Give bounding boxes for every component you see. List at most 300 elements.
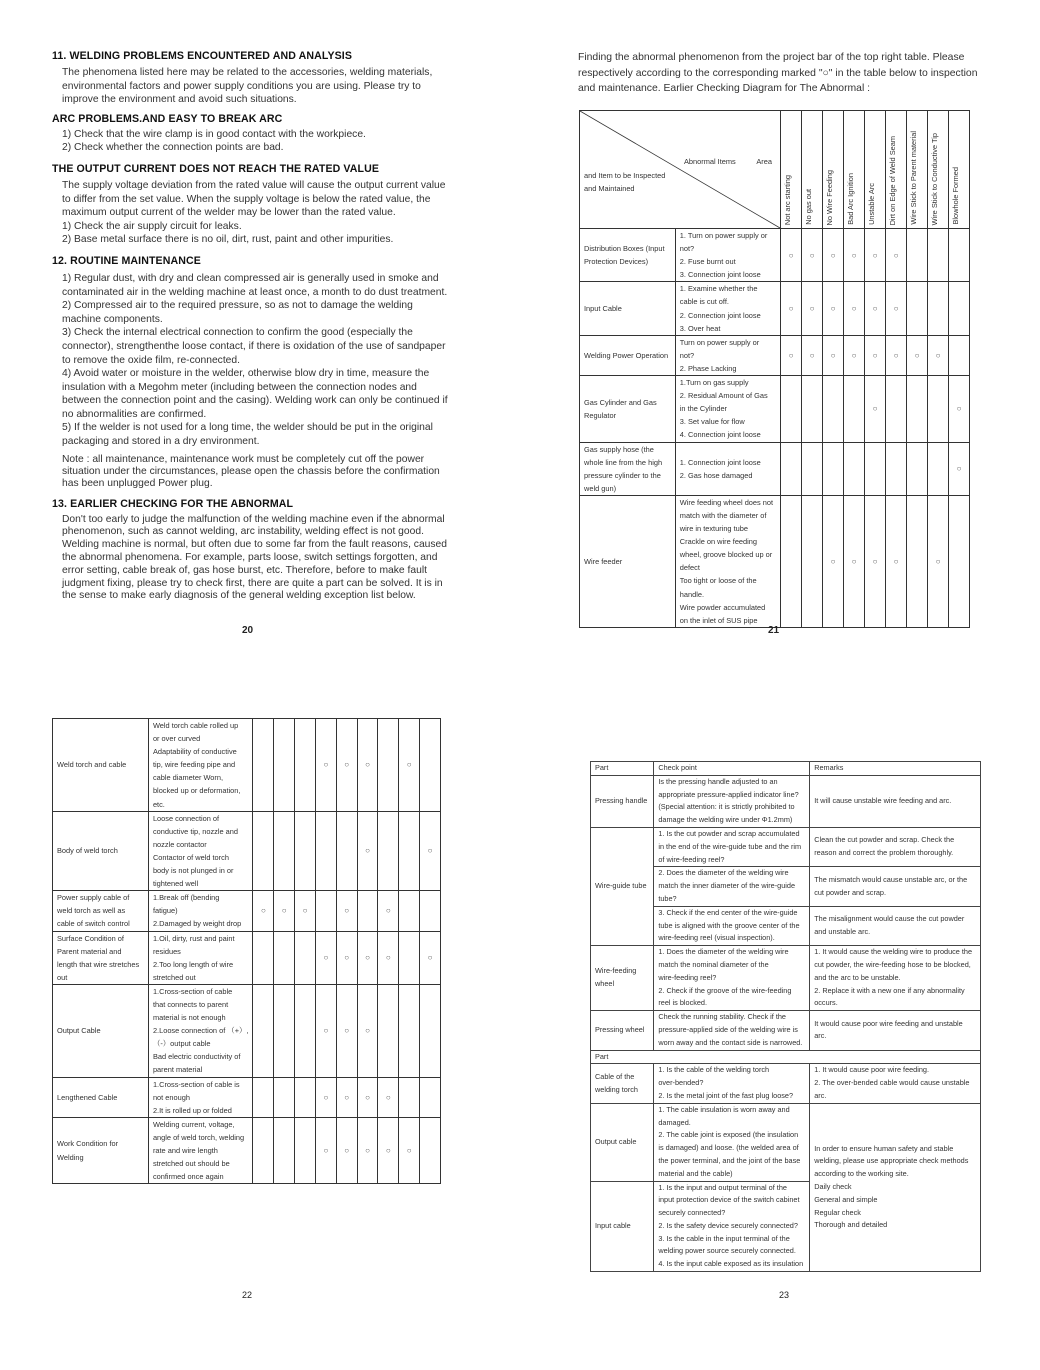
table-row [591,1103,981,1181]
circle-mark-icon: ○ [886,282,907,335]
cell-line: Work Condition for [57,1139,119,1149]
inspection-items-cell [675,376,780,442]
cell-line: damaged. [658,1117,691,1127]
cell-line: 2. Is the metal joint of the fast plug loose? [658,1090,794,1100]
circle-mark-icon: ○ [295,891,316,931]
cell-line: damage the welding wire under Φ1.2mm) [658,815,793,825]
cell-line: wire-feeding reel? [658,972,717,982]
table-row [580,335,970,375]
part-cell: Pressing handle [591,775,654,827]
cell-line: Welding Power Operation [584,350,669,360]
abnormal-items-label: Abnormal Items [684,157,736,166]
cell-line: reason and correct the problem thoroughly. [814,848,954,858]
abnormal-checking-table-continued [52,718,441,1184]
circle-mark-icon: ○ [399,719,420,812]
table-row [591,827,981,866]
cell-line: It will cause unstable wire feeding and arc. [814,795,952,805]
column-header-remarks: Remarks [810,762,981,776]
circle-mark-icon: ○ [378,1077,399,1117]
inspection-items-cell [148,1077,253,1117]
cell-line: pressure cylinder to the [584,470,661,480]
inspection-items-cell [148,1117,253,1183]
check-cell [654,946,810,1011]
circle-mark-icon: ○ [781,335,802,375]
cell-line: out [57,972,68,982]
cell-line: and unstable arc. [814,926,871,936]
empty-mark-cell [253,1117,274,1183]
empty-mark-cell [295,931,316,984]
circle-mark-icon: ○ [781,229,802,282]
area-cell [53,891,149,931]
empty-mark-cell [253,719,274,812]
cell-line: cable diameter Worn, [152,773,224,783]
part-cell: Pressing wheel [591,1011,654,1050]
cell-line: 2.Loose connection of （+）, [152,1026,249,1036]
empty-mark-cell [399,1077,420,1117]
cell-line: 1.Cross-section of cable is [152,1079,240,1089]
cell-line: not? [679,244,695,254]
empty-mark-cell [907,229,928,282]
part-cell: Input cable [591,1181,654,1272]
cell-line: not enough [152,1092,190,1102]
maintenance-note: Note : all maintenance, maintenance work must be completely cut off the power situation under the circumstances, please open the chassis before the confirmation has been unplugged Power plug. [62,453,440,489]
empty-mark-cell [886,442,907,495]
area-cell [580,282,676,335]
circle-mark-icon: ○ [949,442,970,495]
symptom-header: Blowhole Formed [949,111,970,229]
cell-line: conductive tip, nozzle and [152,826,238,836]
remark-cell [810,946,981,1011]
page-21-intro [578,50,978,97]
cell-line: In order to ensure human safety and stable [814,1143,954,1153]
cell-line: rate and wire length [152,1146,218,1155]
empty-mark-cell [274,1077,295,1117]
area-cell [580,229,676,282]
empty-mark-cell [420,891,441,931]
cell-line: 1. Does the diameter of the welding wire [658,947,789,957]
circle-mark-icon: ○ [315,719,336,812]
symptom-header: Not arc starting [781,111,802,229]
cell-line: or over curved [152,734,201,744]
cell-line: 2. Check if the groove of the wire-feeding [658,985,792,995]
cell-line: Too tight or loose of the [679,576,757,586]
remark-cell [810,775,981,827]
empty-mark-cell [781,442,802,495]
table-row [591,1011,981,1050]
table-row [580,376,970,442]
cell-line: 1.Turn on gas supply [679,378,749,388]
table-row [591,775,981,827]
cell-line: tube? [658,893,677,903]
empty-mark-cell [378,984,399,1077]
empty-mark-cell [949,495,970,627]
cell-line: 2. Connection joint loose [679,310,761,320]
maintenance-item-3: 3) Check the internal electrical connection to confirm the good (especially the connector), strengthenthe loose contact, if there is oxidation of the use of sandpaper to remove the oxide film, re-connected. [62,327,446,366]
circle-mark-icon: ○ [865,282,886,335]
empty-mark-cell [378,811,399,891]
empty-mark-cell [802,376,823,442]
area-cell [53,719,149,812]
page-number-23: 23 [779,1290,790,1300]
part-cell [591,1064,654,1103]
circle-mark-icon: ○ [357,1077,378,1117]
cell-line: Contactor of weld torch [152,852,229,862]
empty-mark-cell [420,1077,441,1117]
symptom-header: Dirt on Edge of Weld Seam [886,111,907,229]
area-cell [580,335,676,375]
cell-line: cable of switch control [57,919,130,929]
empty-mark-cell [274,719,295,812]
circle-mark-icon: ○ [336,1117,357,1183]
empty-mark-cell [253,811,274,891]
area-cell [53,1077,149,1117]
cell-line: whole line from the high [584,457,663,467]
check-cell [654,867,810,906]
empty-mark-cell [844,442,865,495]
check-cell [654,1064,810,1103]
circle-mark-icon: ○ [865,335,886,375]
circle-mark-icon: ○ [253,891,274,931]
cell-line: Wire feeding wheel does not [679,497,774,507]
inspection-items-cell [148,811,253,891]
cell-line: （-）output cable [152,1039,211,1049]
cell-line: that connects to parent [152,999,229,1009]
cell-line: Weld torch and cable [57,760,127,770]
maintenance-item-2: 2) Compressed air to the required pressure, so as not to damage the welding machine components. [62,300,413,325]
circle-mark-icon: ○ [315,931,336,984]
symptom-header: Unstable Arc [865,111,886,229]
cell-line: 2. The cable joint is exposed (the insulation [658,1130,799,1140]
cell-line: length that wire stretches [57,959,140,969]
empty-mark-cell [844,376,865,442]
table-header-row [580,111,970,229]
cell-line: cut powder and scrap. [814,887,887,897]
cell-line: 1. Turn on power supply or [679,231,768,240]
circle-mark-icon: ○ [357,719,378,812]
cell-line: stretched out [152,972,196,982]
empty-mark-cell [253,984,274,1077]
part-cell: Output cable [591,1103,654,1181]
check-cell [654,1103,810,1181]
cell-line: 2. Fuse burnt out [679,257,736,267]
empty-mark-cell [399,984,420,1077]
empty-mark-cell [928,282,949,335]
heading-earlier-checking: 13. EARLIER CHECKING FOR THE ABNORMAL [52,497,294,510]
output-item-2: 2) Base metal surface there is no oil, dirt, rust, paint and other impurities. [62,234,394,246]
cell-line: Check the running stability. Check if the [658,1012,786,1022]
cell-line: General and simple [814,1194,878,1204]
cell-line: Wire powder accumulated [679,602,766,612]
empty-mark-cell [399,931,420,984]
symptom-header: No Wire Feeding [823,111,844,229]
cell-line: Welding [57,1152,84,1162]
cell-line: angle of weld torch, welding [152,1132,245,1142]
cell-line: wheel [595,979,615,989]
empty-mark-cell [949,229,970,282]
empty-mark-cell [781,376,802,442]
cell-line: tip, wire feeding pipe and [152,760,236,770]
cell-line: 4. Connection joint loose [679,430,761,440]
empty-mark-cell [802,495,823,627]
circle-mark-icon: ○ [336,891,357,931]
cell-line: 3. Over heat [679,323,721,333]
part-cell: Wire-guide tube [591,827,654,945]
cell-line: blocked up or deformation, [152,786,241,796]
cell-line: Weld torch cable rolled up [152,721,239,730]
abnormal-checking-body [580,229,970,628]
cell-line: input protection device of the switch cabinet [658,1195,800,1205]
circle-mark-icon: ○ [315,1117,336,1183]
empty-mark-cell [781,495,802,627]
cell-line: fatigue) [152,906,178,916]
cell-line: welding power source securely connected. [658,1246,796,1256]
cell-line: Welding current, voltage, [152,1119,235,1129]
empty-mark-cell [295,1117,316,1183]
cell-line: arc. [814,1031,827,1041]
cell-line: match the inner diameter of the wire-guide [658,881,796,891]
circle-mark-icon: ○ [823,282,844,335]
cell-line: Is the pressing handle adjusted to an [658,776,778,786]
cell-line: Regulator [584,410,617,420]
cell-line: confirmed once again [152,1172,224,1182]
empty-mark-cell [823,442,844,495]
circle-mark-icon: ○ [865,229,886,282]
cell-line: stretched out should be [152,1159,230,1169]
cell-line: 1. Is the input and output terminal of the [658,1182,787,1192]
circle-mark-icon: ○ [823,495,844,627]
circle-mark-icon: ○ [357,811,378,891]
remark-cell [810,867,981,906]
circle-mark-icon: ○ [357,984,378,1077]
cell-line: not? [679,350,695,360]
empty-mark-cell [420,719,441,812]
cell-line: Protection Devices) [584,257,649,267]
circle-mark-icon: ○ [886,229,907,282]
cell-line: wheel, groove blocked up or [679,550,773,560]
cell-line: 1.Break off (bending [152,893,220,903]
cell-line: 3. Is the cable in the input terminal of the [658,1233,790,1243]
empty-mark-cell [802,442,823,495]
circle-mark-icon: ○ [336,984,357,1077]
cell-line: 2. Gas hose damaged [679,470,753,480]
cell-line: Thorough and detailed [814,1220,888,1230]
cell-line: of wire-feeding reel? [658,854,725,864]
empty-mark-cell [928,442,949,495]
cell-line: 3. Connection joint loose [679,270,761,280]
cell-line: Adaptability of conductive [152,747,237,757]
inspect-label-2: and Maintained [584,184,635,193]
cell-line: 2. Phase Lacking [679,363,737,373]
table-row [580,442,970,495]
circle-mark-icon: ○ [949,376,970,442]
cell-line: tightened well [152,879,199,889]
cell-line: 2. Is the safety device securely connected? [658,1220,798,1230]
diagonal-header-cell [580,111,781,229]
circle-mark-icon: ○ [928,335,949,375]
table-row [53,811,441,891]
inspection-items-cell [148,719,253,812]
page-number-20: 20 [242,625,254,636]
cell-line: in the Cylinder [679,404,728,414]
empty-mark-cell [907,376,928,442]
area-label: Area [756,157,772,166]
circle-mark-icon: ○ [357,1117,378,1183]
empty-mark-cell [886,376,907,442]
cell-line: the power terminal, and the joint of the base [658,1155,801,1165]
check-cell [654,775,810,827]
empty-mark-cell [907,442,928,495]
check-cell [654,1011,810,1050]
empty-mark-cell [274,931,295,984]
cell-line: welding, please use appropriate check methods [814,1156,969,1166]
arc-item-2: 2) Check whether the connection points are bad. [62,142,284,154]
circle-mark-icon: ○ [378,891,399,931]
cell-line: 3. Check if the end center of the wire-guide [658,907,798,917]
page-number-22: 22 [242,1290,253,1300]
symptom-header: Wire Stick to Parent material [907,111,928,229]
circle-mark-icon: ○ [315,984,336,1077]
part-section-label: Part [591,1050,981,1064]
empty-mark-cell [253,1077,274,1117]
circle-mark-icon: ○ [781,282,802,335]
heading-output-current: THE OUTPUT CURRENT DOES NOT REACH THE RATED VALUE [52,162,380,175]
inspection-items-cell [675,442,780,495]
symptom-header: Wire Stick to Conductive Tip [928,111,949,229]
empty-mark-cell [274,984,295,1077]
table-row [591,946,981,1011]
empty-mark-cell [823,376,844,442]
circle-mark-icon: ○ [315,1077,336,1117]
check-cell [654,827,810,866]
cell-line: pressure-applied side of the welding wire is [658,1024,798,1034]
cell-line: worn away and the contact side is narrowed. [658,1037,803,1047]
cell-line: 2.It is rolled up or folded [152,1105,232,1115]
cell-line: 2. Replace it with a new one if any abnormality [814,985,965,995]
cell-line: 1.Oil, dirty, rust and paint [152,933,235,943]
remark-cell [810,1064,981,1103]
remark-cell [810,906,981,945]
cell-line: Regular check [814,1207,861,1217]
cell-line: material is not enough [152,1013,226,1023]
area-cell [580,442,676,495]
cell-line: 2. Does the diameter of the welding wire [658,868,789,878]
cell-line: 2.Damaged by weight drop [152,919,242,929]
cell-line: wire in texturing tube [679,524,748,534]
circle-mark-icon: ○ [357,931,378,984]
cell-line: The misalignment would cause the cut powder [814,914,965,924]
cell-line: (Special attention: it is strictly prohibited to [658,802,795,812]
arc-item-1: 1) Check that the wire clamp is in good contact with the workpiece. [62,128,366,140]
part-cell [591,946,654,1011]
cell-line: cut powder, the wire-feeding hose to be blocked, [814,959,971,969]
circle-mark-icon: ○ [420,931,441,984]
table-row [53,891,441,931]
cell-line: Body of weld torch [57,846,118,856]
circle-mark-icon: ○ [865,495,886,627]
cell-line: Turn on power supply or [679,337,760,347]
empty-mark-cell [336,811,357,891]
cell-line: Input Cable [584,304,622,314]
cell-line: weld gun) [584,483,617,493]
cell-line: Output Cable [57,1026,101,1036]
cell-line: Cable of the [595,1071,635,1081]
table-row [591,1064,981,1103]
circle-mark-icon: ○ [886,335,907,375]
cell-line: wire-feeding reel (visual inspection). [658,933,775,943]
cell-line: parent material [152,1065,203,1075]
wire-feeder-check-table [590,761,981,1272]
cell-line: 3. Set value for flow [679,417,745,427]
cell-line: 2. The over-bended cable would cause unstable [814,1078,970,1088]
empty-mark-cell [295,719,316,812]
table-row [53,984,441,1077]
cell-line: body is not plunged in or [152,866,234,876]
empty-mark-cell [420,1117,441,1183]
circle-mark-icon: ○ [844,495,865,627]
cell-line: on the inlet of SUS pipe [679,615,758,625]
cell-line: in the end of the wire-guide tube and the rim [658,841,802,851]
paragraph-output-current: The supply voltage deviation from the rated value will cause the output current value to differ from the set value. When the supply voltage is below the rated value, the maximum output current of the welder may be lower than the rated value. [62,179,446,219]
cell-line: tube is aligned with the groove center of the [658,920,800,930]
inspection-items-cell [148,931,253,984]
inspection-items-cell [675,335,780,375]
column-header-part: Part [591,762,654,776]
circle-mark-icon: ○ [802,229,823,282]
cell-line: Parent material and [57,946,122,956]
empty-mark-cell [295,1077,316,1117]
heading-welding-problems: 11. WELDING PROBLEMS ENCOUNTERED AND ANALYSIS [52,50,352,62]
symptom-header: Bad Arc Ignition [844,111,865,229]
area-cell [53,931,149,984]
cell-line: 1. Is the cable of the welding torch [658,1065,770,1075]
inspection-items-cell [675,282,780,335]
column-header-check-point: Check point [654,762,810,776]
cell-line: Wire-feeding [595,966,637,976]
cell-line: Loose connection of [152,813,220,823]
inspection-items-cell [675,229,780,282]
empty-mark-cell [357,891,378,931]
cell-line: 1.Cross-section of cable [152,986,233,996]
empty-mark-cell [865,442,886,495]
cell-line: appropriate pressure-applied indicator line? [658,789,799,799]
cell-line: Lengthened Cable [57,1092,118,1102]
empty-mark-cell [315,811,336,891]
cell-line: Power supply cable of [57,893,130,903]
empty-mark-cell [315,891,336,931]
cell-line: residues [152,946,181,956]
cell-line: Surface Condition of [57,933,124,943]
cell-line: and the arc to be unstable. [814,972,901,982]
empty-mark-cell [907,495,928,627]
empty-mark-cell [378,719,399,812]
table-row [53,719,441,812]
empty-mark-cell [274,811,295,891]
cell-line: cable is cut off. [679,297,729,307]
cell-line: securely connected? [658,1208,726,1218]
circle-mark-icon: ○ [420,811,441,891]
area-cell [580,495,676,627]
table-row [53,1077,441,1117]
cell-line: Crackle on wire feeding [679,537,758,547]
cell-line: Wire feeder [584,556,623,566]
cell-line: 1. Is the cut powder and scrap accumulated [658,828,800,838]
table-header-row [591,762,981,776]
circle-mark-icon: ○ [378,1117,399,1183]
circle-mark-icon: ○ [336,931,357,984]
cell-line: Clean the cut powder and scrap. Check the [814,835,955,845]
heading-routine-maintenance: 12. ROUTINE MAINTENANCE [52,254,201,267]
empty-mark-cell [274,1117,295,1183]
